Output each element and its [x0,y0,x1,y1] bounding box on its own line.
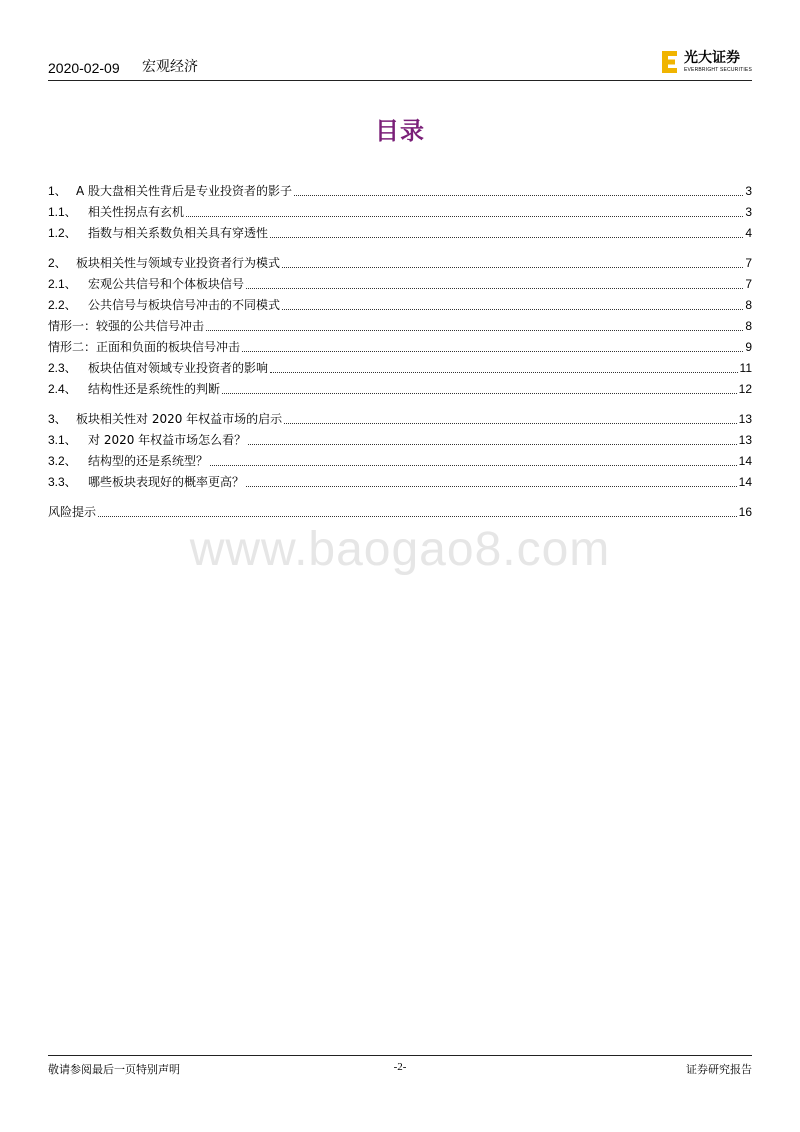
toc-number: 1、 [48,184,67,198]
toc-leader [270,371,738,373]
toc-entry[interactable] [48,356,752,377]
table-of-contents [48,179,752,521]
disclaimer-note: 敬请参阅最后一页特别声明 [48,1063,180,1076]
toc-number: 2.3、 [48,361,77,375]
toc-page-number: 9 [745,340,752,354]
toc-page-number: 3 [745,205,752,219]
page-header [48,48,752,81]
toc-page-number: 16 [738,505,752,519]
toc-entry[interactable] [48,377,752,398]
toc-leader [282,266,743,268]
toc-leader [98,515,737,517]
toc-page-number: 12 [738,382,752,396]
toc-leader [222,392,737,394]
toc-label: A 股大盘相关性背后是专业投资者的影子 [76,184,293,198]
toc-leader [210,464,737,466]
toc-page-number: 11 [739,361,752,375]
toc-page-number: 7 [745,256,752,270]
toc-label: 宏观公共信号和个体板块信号 [88,277,245,291]
logo-name: 光大证券 [683,50,740,66]
logo-english-name: EVERBRIGHT SECURITIES [683,67,752,73]
toc-number: 3.1、 [48,433,77,447]
toc-label: 情形一：较强的公共信号冲击 [48,319,205,333]
page-footer [48,1055,752,1076]
toc-page-number: 4 [745,226,752,240]
toc-page-number: 8 [745,298,752,312]
toc-label: 指数与相关系数负相关具有穿透性 [88,226,269,240]
toc-entry[interactable] [48,428,752,449]
page-title: 目录 [375,117,425,145]
report-date: 2020-02-09 [48,60,120,76]
toc-label: 结构性还是系统性的判断 [88,382,221,396]
toc-page-number: 14 [738,454,752,468]
toc-number: 3、 [48,412,67,426]
toc-leader [294,194,743,196]
toc-leader [246,485,737,487]
toc-label: 相关性拐点有玄机 [88,205,185,219]
toc-label: 板块估值对领域专业投资者的影响 [88,361,269,375]
toc-label: 情形二：正面和负面的板块信号冲击 [48,340,241,354]
toc-label: 结构型的还是系统型？ [88,454,209,468]
toc-number: 1.1、 [48,205,77,219]
report-category: 宏观经济 [142,59,198,75]
toc-label: 对 2020 年权益市场怎么看？ [88,433,247,447]
toc-leader [282,308,743,310]
toc-entry[interactable] [48,335,752,356]
page-number: -2- [393,1061,407,1073]
toc-leader [186,215,743,217]
toc-leader [206,329,743,331]
toc-page-number: 3 [745,184,752,198]
toc-entry[interactable] [48,293,752,314]
toc-entry[interactable] [48,470,752,491]
toc-entry[interactable] [48,200,752,221]
toc-leader [284,422,736,424]
toc-entry[interactable] [48,251,752,272]
everbright-logo-icon [661,50,679,74]
toc-entry[interactable] [48,221,752,242]
toc-entry[interactable] [48,407,752,428]
toc-number: 3.2、 [48,454,77,468]
toc-leader [242,350,743,352]
toc-page-number: 7 [745,277,752,291]
toc-number: 2、 [48,256,67,270]
toc-number: 3.3、 [48,475,77,489]
toc-entry[interactable] [48,500,752,521]
toc-number: 2.4、 [48,382,77,396]
toc-number: 2.1、 [48,277,77,291]
toc-page-number: 13 [738,412,752,426]
toc-leader [246,287,743,289]
toc-label: 公共信号与板块信号冲击的不同模式 [88,298,281,312]
toc-entry[interactable] [48,449,752,470]
toc-page-number: 13 [738,433,752,447]
toc-entry[interactable] [48,314,752,335]
report-type: 证券研究报告 [686,1063,752,1076]
toc-number: 2.2、 [48,298,77,312]
toc-entry[interactable] [48,272,752,293]
toc-page-number: 14 [738,475,752,489]
toc-label: 风险提示 [48,505,97,519]
toc-label: 板块相关性与领域专业投资者行为模式 [76,256,281,270]
toc-leader [270,236,743,238]
company-logo [661,48,752,76]
toc-number: 1.2、 [48,226,77,240]
toc-leader [248,443,736,445]
toc-entry[interactable] [48,179,752,200]
toc-label: 哪些板块表现好的概率更高？ [88,475,245,489]
toc-page-number: 8 [745,319,752,333]
watermark: www.baogao8.com [189,523,611,576]
toc-label: 板块相关性对 2020 年权益市场的启示 [76,412,283,426]
